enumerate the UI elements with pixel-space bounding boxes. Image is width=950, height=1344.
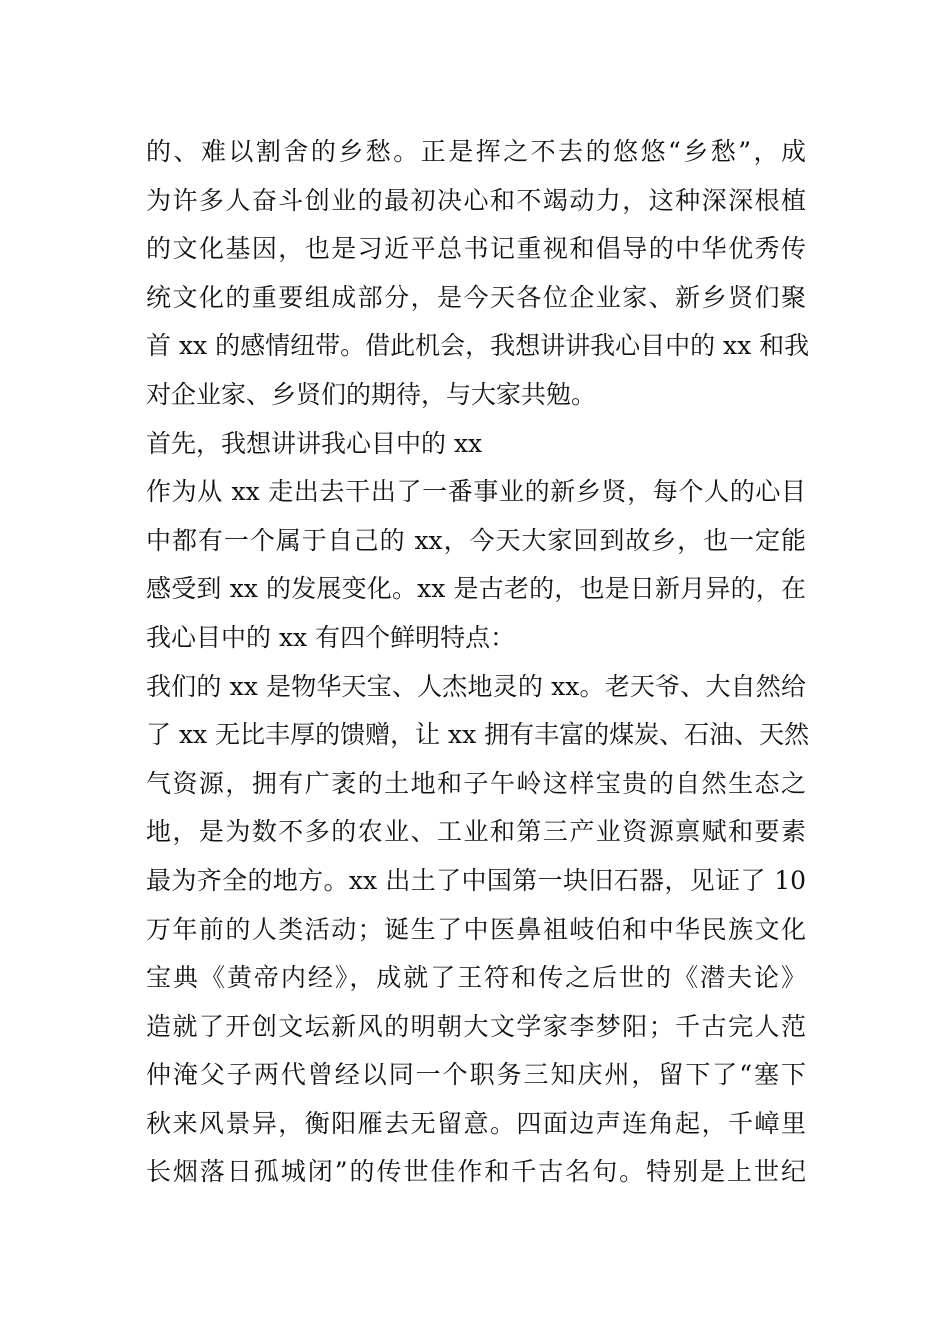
text-line: 了 xx 无比丰厚的馈赠，让 xx 拥有丰富的煤炭、石油、天然	[146, 720, 810, 750]
text-line: 宝典《黄帝内经》，成就了王符和传之后世的《潜夫论》	[146, 963, 806, 993]
text-line: 首 xx 的感情纽带。借此机会，我想讲讲我心目中的 xx 和我	[146, 331, 810, 361]
text-line: 万年前的人类活动；诞生了中医鼻祖岐伯和中华民族文化	[146, 914, 806, 944]
text-line: 最为齐全的地方。xx 出土了中国第一块旧石器，见证了 10	[146, 865, 806, 895]
text-line: 我们的 xx 是物华天宝、人杰地灵的 xx。老天爷、大自然给	[146, 671, 806, 701]
text-line: 的、难以割舍的乡愁。正是挥之不去的悠悠“乡愁”，成	[146, 137, 806, 166]
text-line: 中都有一个属于自己的 xx，今天大家回到故乡，也一定能	[146, 525, 806, 555]
section-heading: 首先，我想讲讲我心目中的 xx	[146, 428, 483, 458]
text-line: 秋来风景异，衡阳雁去无留意。四面边声连角起，千嶂里	[146, 1108, 806, 1138]
body-text	[146, 128, 810, 1197]
text-line: 气资源，拥有广袤的土地和子午岭这样宝贵的自然生态之	[146, 768, 806, 798]
text-line: 长烟落日孤城闭”的传世佳作和千古名句。特别是上世纪	[146, 1157, 806, 1187]
text-line: 的文化基因，也是习近平总书记重视和倡导的中华优秀传	[146, 234, 806, 264]
text-line: 仲淹父子两代曾经以同一个职务三知庆州，留下了“塞下	[146, 1060, 806, 1090]
text-line: 为许多人奋斗创业的最初决心和不竭动力，这种深深根植	[146, 185, 806, 215]
text-line: 地，是为数不多的农业、工业和第三产业资源禀赋和要素	[146, 817, 806, 847]
text-line: 作为从 xx 走出去干出了一番事业的新乡贤，每个人的心目	[146, 477, 806, 507]
text-line: 统文化的重要组成部分，是今天各位企业家、新乡贤们聚	[146, 282, 806, 312]
text-line: 对企业家、乡贤们的期待，与大家共勉。	[146, 379, 597, 409]
text-line: 我心目中的 xx 有四个鲜明特点：	[146, 622, 516, 652]
text-line: 造就了开创文坛新风的明朝大文学家李梦阳；千古完人范	[146, 1011, 806, 1041]
text-line: 感受到 xx 的发展变化。xx 是古老的，也是日新月异的，在	[146, 574, 806, 604]
